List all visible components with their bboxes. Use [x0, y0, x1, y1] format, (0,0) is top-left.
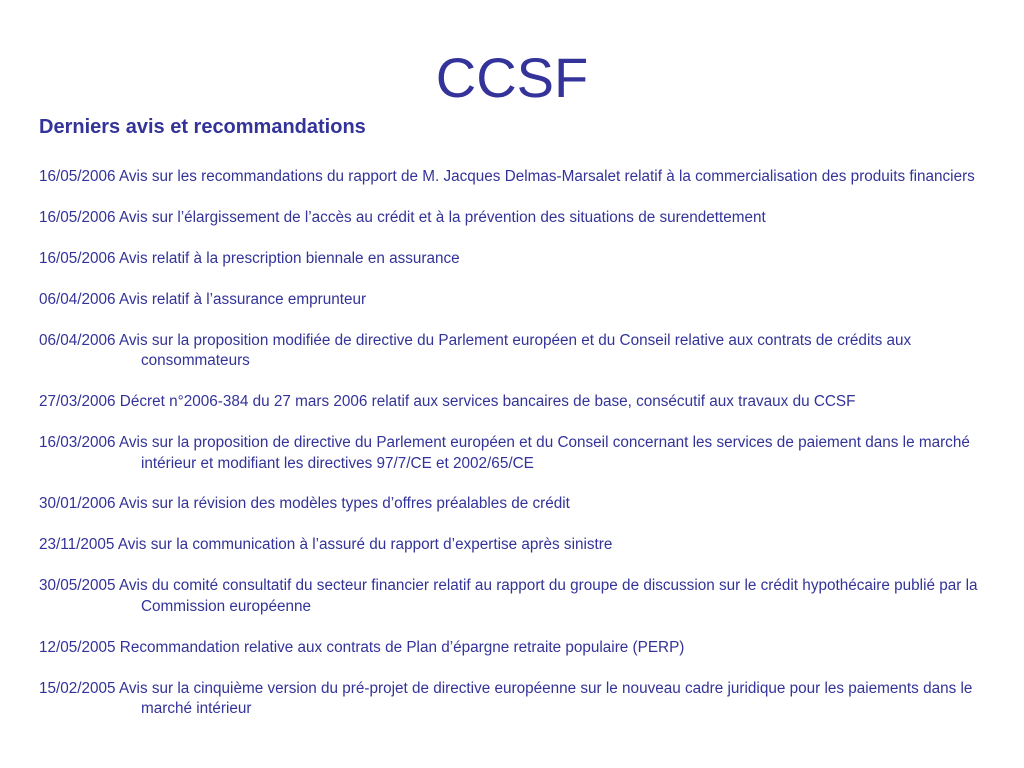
list-item: 16/03/2006 Avis sur la proposition de directive du Parlement européen et du Conseil concernant les services de paiement dans le marché intérieur et modifiant les directives 97/7/CE et 2002/65/CE — [39, 433, 970, 472]
list-item: 15/02/2005 Avis sur la cinquième version du pré-projet de directive européenne sur le nouveau cadre juridique pour les paiements dans le marché intérieur — [39, 679, 973, 718]
list-item: 23/11/2005 Avis sur la communication à l’assuré du rapport d’expertise après sinistre — [39, 536, 613, 554]
list-item: 16/05/2006 Avis sur l’élargissement de l’accès au crédit et à la prévention des situations de surendettement — [39, 208, 766, 226]
list-item: 30/05/2005 Avis du comité consultatif du secteur financier relatif au rapport du groupe de discussion sur le crédit hypothécaire publié par la Commission européenne — [39, 577, 978, 615]
list-item: 27/03/2006 Décret n°2006-384 du 27 mars 2006 relatif aux services bancaires de base, consécutif aux travaux du CCSF — [39, 393, 856, 411]
list-item: 06/04/2006 Avis sur la proposition modifiée de directive du Parlement européen et du Conseil relative aux contrats de crédits aux consommateurs — [39, 331, 912, 370]
list-item: 30/01/2006 Avis sur la révision des modèles types d’offres préalables de crédit — [39, 495, 570, 513]
slide-title: CCSF — [435, 46, 589, 109]
list-item: 16/05/2006 Avis sur les recommandations du rapport de M. Jacques Delmas-Marsalet relatif à la commercialisation des produits financiers — [39, 168, 975, 185]
entries-list — [39, 167, 989, 740]
list-item: 16/05/2006 Avis relatif à la prescription biennale en assurance — [39, 249, 460, 267]
slide-subtitle: Derniers avis et recommandations — [39, 116, 366, 138]
list-item: 12/05/2005 Recommandation relative aux contrats de Plan d’épargne retraite populaire (PERP) — [39, 638, 685, 656]
list-item: 06/04/2006 Avis relatif à l’assurance emprunteur — [39, 290, 367, 308]
